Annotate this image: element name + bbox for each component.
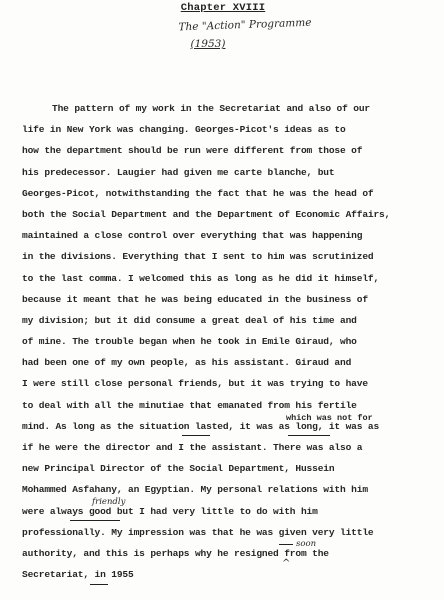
text-line: in the divisions. Everything that I sent to him was scrutinized — [22, 251, 374, 263]
text-line: how the department should be run were different from those of — [22, 145, 363, 157]
text-line: maintained a close control over everything that was happening — [22, 230, 363, 242]
chapter-heading: Chapter XVIII — [180, 2, 266, 14]
text-line: I were still close personal friends, but it was trying to have — [22, 378, 368, 390]
text-line: new Principal Director of the Social Department, Hussein — [22, 463, 335, 475]
text-line: my division; but it did consume a great deal of his time and — [22, 314, 357, 326]
strike-mark — [288, 435, 330, 436]
strike-mark — [90, 584, 108, 585]
text-line: had been one of my own people, as his assistant. Giraud and — [22, 357, 352, 369]
text-line: his predecessor. Laugier had given me carte blanche, but — [22, 166, 335, 178]
text-line: to deal with all the minutiae that emanated from his fertile — [22, 399, 357, 411]
chapter-subtitle: The "Action" Programme — [178, 16, 312, 34]
strike-mark — [182, 435, 210, 436]
text-line: Mohammed Asfahany, an Egyptian. My personal relations with him — [22, 484, 368, 496]
typed-insert: which was not for — [286, 413, 373, 423]
text-line: to the last comma. I welcomed this as long as he did it himself, — [22, 272, 380, 284]
text-line: life in New York was changing. Georges-Picot's ideas as to — [22, 124, 346, 136]
handwritten-insert: friendly — [92, 497, 126, 507]
text-line: Secretariat, in 1955 — [22, 569, 134, 581]
text-line: both the Social Department and the Department of Economic Affairs, — [22, 208, 391, 220]
body-text — [22, 98, 442, 585]
strike-mark — [279, 544, 293, 545]
text-line: if he were the director and I the assistant. There was also a — [22, 442, 363, 453]
chapter-year: (1953) — [190, 38, 226, 50]
text-line: professionally. My impression was that he was given very little — [22, 526, 374, 538]
caret-mark: ^ — [282, 558, 291, 569]
text-line: because it meant that he was being educated in the business of — [22, 293, 368, 305]
handwritten-note: soon — [296, 539, 317, 549]
text-line: The pattern of my work in the Secretariat and also of our — [52, 103, 371, 114]
text-line: of mine. The trouble began when he took in Emile Giraud, who — [22, 336, 357, 348]
text-line: mind. As long as the situation lasted, it was as long, it was as — [22, 420, 380, 432]
text-line: Georges-Picot, notwithstanding the fact that he was the head of — [22, 187, 374, 199]
text-line: were always good but I had very little to do with him — [22, 505, 318, 517]
text-line: authority, and this is perhaps why he resigned from the — [22, 547, 329, 559]
strike-mark — [70, 520, 120, 521]
